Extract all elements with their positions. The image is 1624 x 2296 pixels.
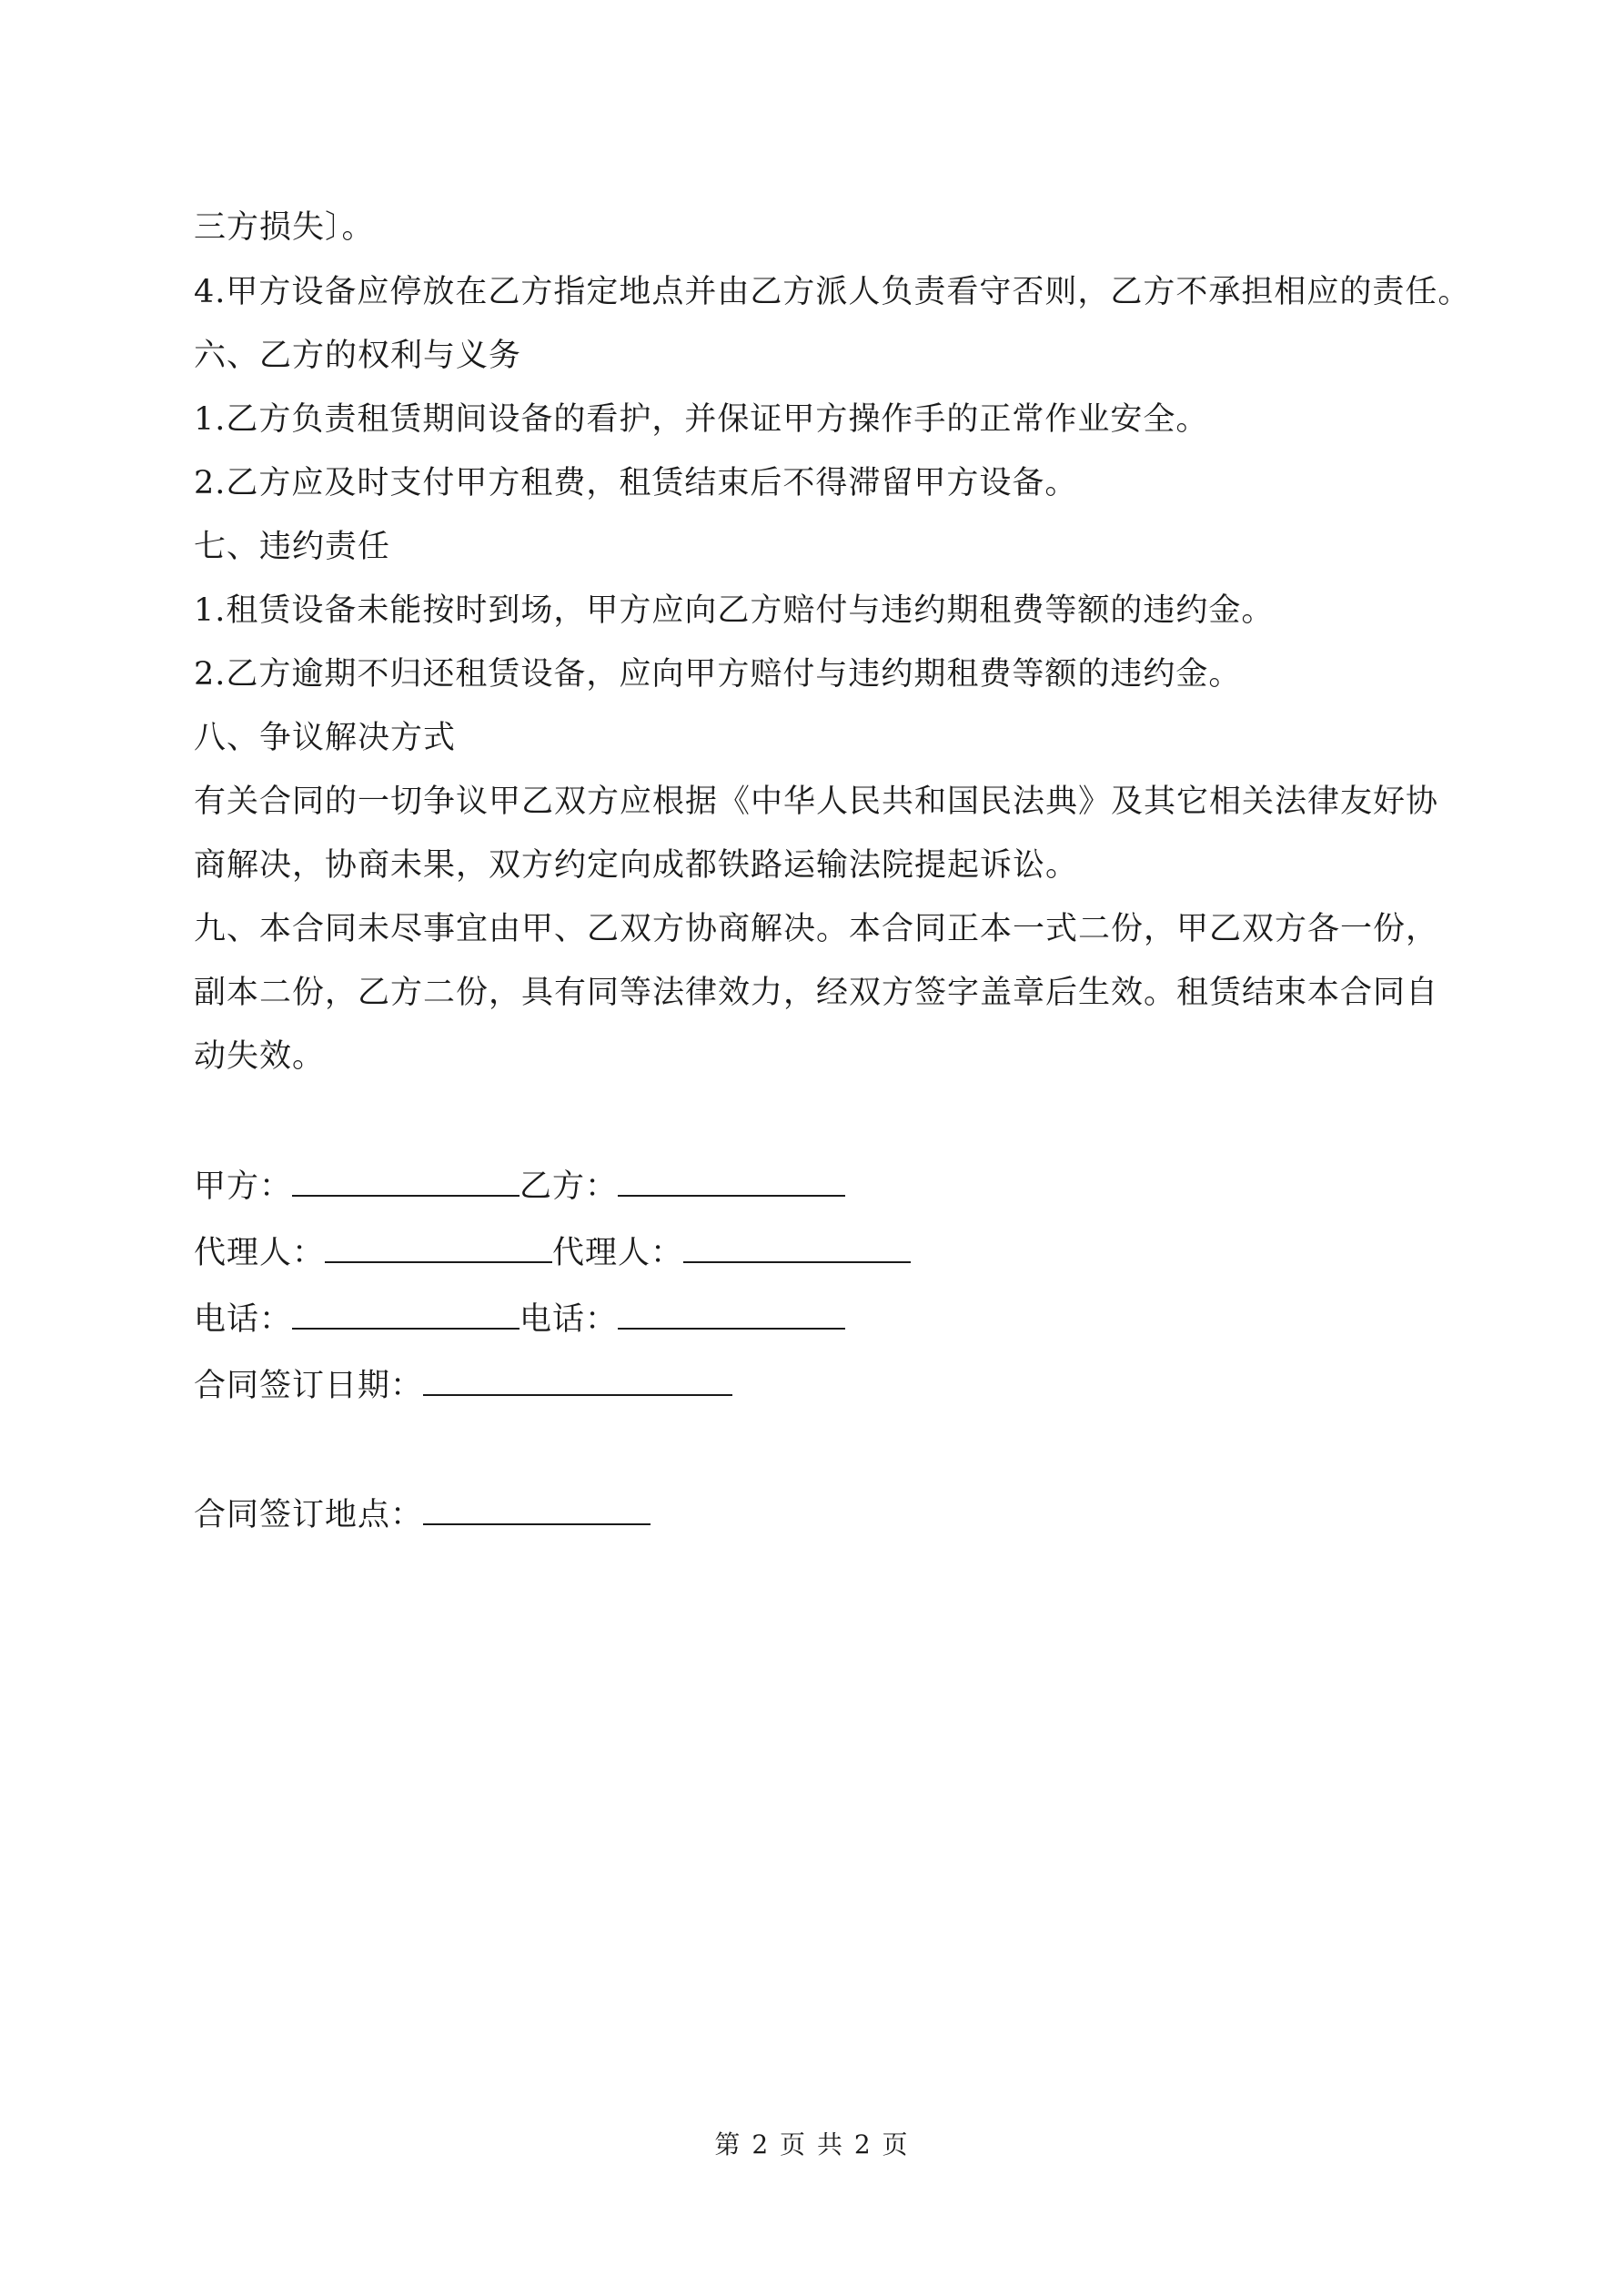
phone-b-label: 电话： bbox=[519, 1301, 619, 1338]
sign-date-row bbox=[194, 1367, 732, 1404]
party-b-label: 乙方： bbox=[519, 1168, 619, 1205]
sign-place-label: 合同签订地点： bbox=[194, 1497, 424, 1533]
sign-date-blank bbox=[423, 1367, 732, 1396]
clause-5-4-equipment-storage: 4.甲方设备应停放在乙方指定地点并由乙方派人负责看守否则，乙方不承担相应的责任。 bbox=[194, 274, 1471, 310]
clause-6-2: 2.乙方应及时支付甲方租费，租赁结束后不得滞留甲方设备。 bbox=[194, 465, 1078, 501]
section-9-text-line-3: 动失效。 bbox=[194, 1038, 326, 1075]
sign-place-blank bbox=[423, 1496, 651, 1525]
party-b-blank bbox=[618, 1168, 845, 1197]
section-6-heading: 六、乙方的权利与义务 bbox=[194, 338, 522, 374]
party-a-blank bbox=[292, 1168, 519, 1197]
phone-a-label: 电话： bbox=[194, 1301, 293, 1338]
party-row bbox=[194, 1168, 845, 1205]
clause-6-1: 1.乙方负责租赁期间设备的看护，并保证甲方操作手的正常作业安全。 bbox=[194, 401, 1209, 438]
agent-a-blank bbox=[325, 1234, 552, 1263]
phone-a-blank bbox=[292, 1300, 519, 1330]
clause-7-1: 1.租赁设备未能按时到场，甲方应向乙方赔付与违约期租费等额的违约金。 bbox=[194, 592, 1275, 629]
phone-row bbox=[194, 1300, 845, 1338]
party-a-label: 甲方： bbox=[194, 1168, 293, 1205]
section-9-text-line-1: 九、本合同未尽事宜由甲、乙双方协商解决。本合同正本一式二份，甲乙双方各一份， bbox=[194, 911, 1439, 947]
clause-7-2: 2.乙方逾期不归还租赁设备，应向甲方赔付与违约期租费等额的违约金。 bbox=[194, 656, 1242, 693]
section-8-text-line-2: 商解决，协商未果，双方约定向成都铁路运输法院提起诉讼。 bbox=[194, 847, 1079, 884]
agent-b-label: 代理人： bbox=[552, 1235, 684, 1271]
section-8-text-line-1: 有关合同的一切争议甲乙双方应根据《中华人民共和国民法典》及其它相关法律友好协 bbox=[194, 784, 1439, 820]
section-8-heading: 八、争议解决方式 bbox=[194, 720, 457, 756]
agent-b-blank bbox=[683, 1234, 911, 1263]
paragraph-loss-continuation: 三方损失〕。 bbox=[194, 209, 375, 246]
agent-a-label: 代理人： bbox=[194, 1235, 326, 1271]
sign-date-label: 合同签订日期： bbox=[194, 1368, 424, 1404]
phone-b-blank bbox=[618, 1300, 845, 1330]
section-7-heading: 七、违约责任 bbox=[194, 529, 391, 565]
agent-row bbox=[194, 1234, 911, 1271]
sign-place-row bbox=[194, 1496, 651, 1533]
section-9-text-line-2: 副本二份，乙方二份，具有同等法律效力，经双方签字盖章后生效。租赁结束本合同自 bbox=[194, 975, 1439, 1011]
page-number-footer: 第 2 页 共 2 页 bbox=[714, 2129, 910, 2159]
